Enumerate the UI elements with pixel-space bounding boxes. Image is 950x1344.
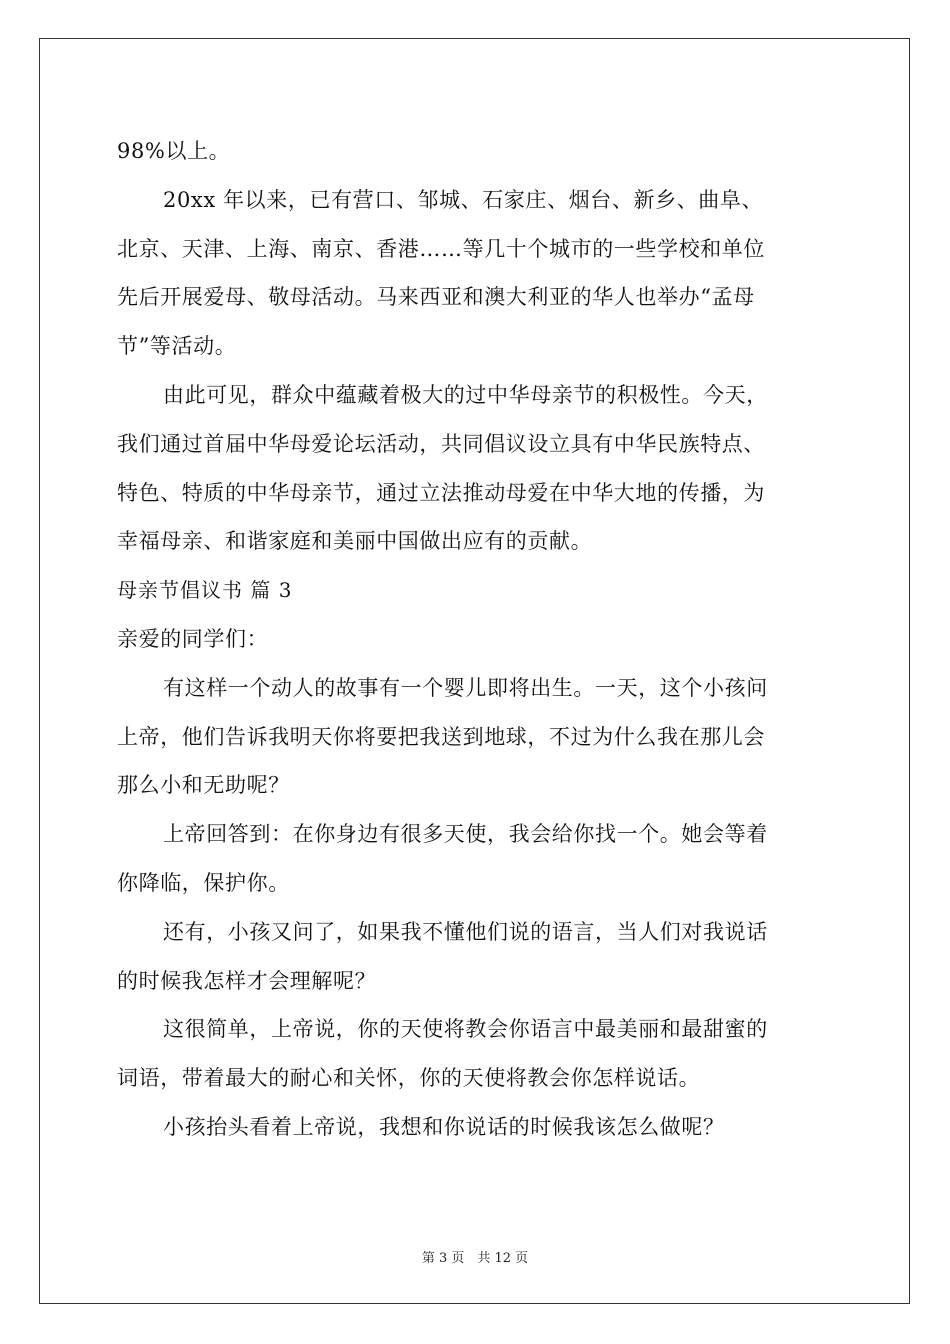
text-line: 20xx 年以来，已有营口、邹城、石家庄、烟台、新乡、曲阜、 (163, 187, 764, 212)
text-line: 那么小和无助呢？ (117, 773, 290, 798)
salutation: 亲爱的同学们： (117, 626, 269, 651)
text-line: 上帝回答到：在你身边有很多天使，我会给你找一个。她会等着 (163, 822, 768, 847)
text-line: 先后开展爱母、敬母活动。马来西亚和澳大利亚的华人也举办“孟母 (117, 285, 755, 310)
text-line: 特色、特质的中华母亲节，通过立法推动母爱在中华大地的传播，为 (117, 480, 765, 505)
document-body (117, 127, 833, 1152)
text-line: 北京、天津、上海、南京、香港……等几十个城市的一些学校和单位 (117, 236, 765, 261)
text-line: 小孩抬头看着上帝说，我想和你说话的时候我该怎么做呢？ (163, 1114, 725, 1139)
text-line: 我们通过首届中华母爱论坛活动，共同倡议设立具有中华民族特点、 (117, 431, 765, 456)
text-line: 还有，小孩又问了，如果我不懂他们说的语言，当人们对我说话 (163, 919, 768, 944)
text-line: 的时候我怎样才会理解呢？ (117, 968, 377, 993)
text-line: 上帝，他们告诉我明天你将要把我送到地球，不过为什么我在那儿会 (117, 724, 765, 749)
text-line: 这很简单，上帝说，你的天使将教会你语言中最美丽和最甜蜜的 (163, 1017, 768, 1042)
page-number-footer: 第 3 页 共 12 页 (421, 1251, 529, 1266)
text-line: 98%以上。 (117, 139, 231, 163)
text-line: 你降临，保护你。 (117, 870, 290, 895)
text-line: 节”等活动。 (117, 334, 237, 359)
section-heading: 母亲节倡议书 篇 3 (117, 578, 293, 603)
text-line: 有这样一个动人的故事有一个婴儿即将出生。一天，这个小孩问 (163, 675, 768, 700)
text-line: 词语，带着最大的耐心和关怀，你的天使将教会你怎样说话。 (117, 1066, 701, 1091)
text-line: 由此可见，群众中蕴藏着极大的过中华母亲节的积极性。今天， (163, 382, 768, 407)
text-line: 幸福母亲、和谐家庭和美丽中国做出应有的贡献。 (117, 529, 593, 554)
